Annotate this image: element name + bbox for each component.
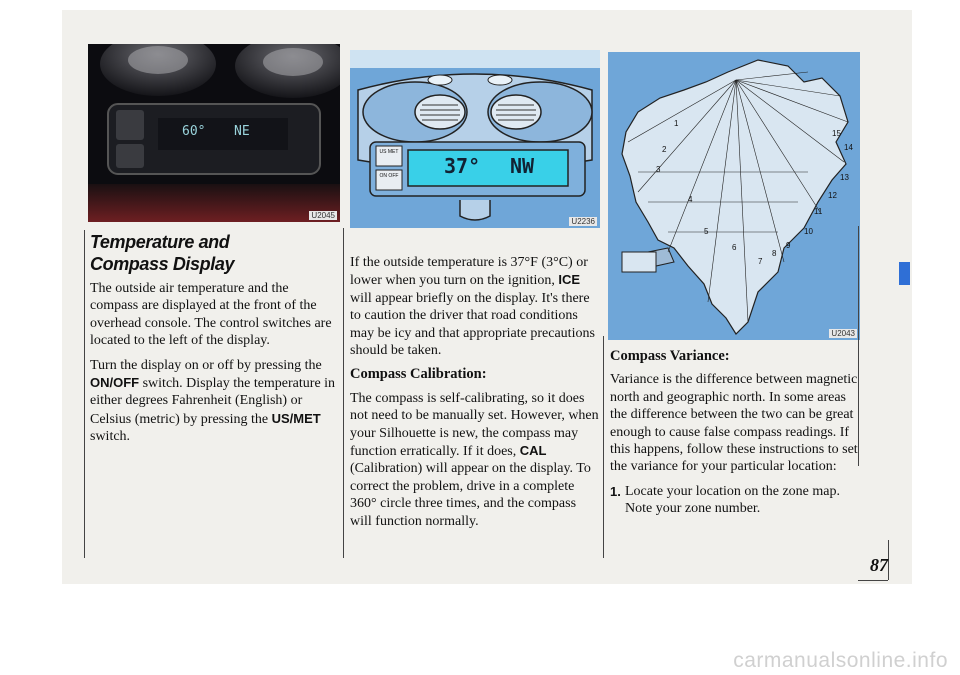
display-direction-text: NE [234, 124, 250, 139]
zone-label: 14 [844, 143, 853, 152]
column-2 [350, 254, 600, 537]
text-span: (Calibration) will appear on the display. To correct the problem, drive in a complete 360° circle three times, and the compass will function normally. [350, 461, 591, 529]
switch-name: ON/OFF [90, 375, 140, 391]
zone-label: 11 [814, 207, 823, 216]
switch-name: US/MET [271, 410, 321, 426]
overhead-console-icon [350, 50, 600, 228]
zone-label: 3 [656, 165, 661, 174]
column-rule [603, 336, 604, 558]
paragraph [350, 390, 600, 530]
console-photo-icon [88, 44, 340, 222]
zone-label: 8 [772, 249, 777, 258]
paragraph: The outside air temperature and the compass are displayed at the front of the overhead console. The control switches are located to the left of the display. [90, 281, 332, 349]
step-item [610, 483, 860, 518]
watermark: carmanualsonline.info [733, 649, 948, 672]
subheading: Compass Variance: [610, 348, 730, 364]
paragraph: Variance is the difference between magnetic north and geographic north. In some areas the difference between the two can be great enough to cause false compass readings. If this happens, follow these instructions to set the variance for your particular location: [610, 372, 858, 475]
usmet-button-label: US MET [379, 149, 399, 155]
text-span: will appear briefly on the display. It's there to caution the driver that road conditions may be icy and that appropriate precautions should be taken. [350, 290, 595, 359]
display-temp-text: 37° [444, 154, 481, 178]
zone-label: 4 [688, 195, 693, 204]
text-span: switch. Display the temperature in either degrees Fahrenheit (English) or Celsius (metric) by pressing the [90, 376, 336, 427]
image-code: U2236 [571, 217, 595, 226]
column-rule [84, 230, 85, 558]
zone-label: 9 [786, 241, 791, 250]
subheading: Compass Calibration: [350, 366, 487, 383]
zone-label: 15 [832, 129, 841, 138]
image-code: U2043 [831, 329, 855, 338]
text-span: If the outside temperature is 37°F (3°C) or lower when you turn on the ignition, [350, 255, 588, 289]
display-word: ICE [558, 272, 581, 288]
paragraph [90, 357, 338, 446]
step-number: 1. [610, 483, 621, 499]
image-code: U2045 [311, 211, 335, 220]
column-1 [90, 280, 338, 453]
section-tab [899, 262, 910, 285]
zone-label: 10 [804, 227, 813, 236]
paragraph [350, 254, 600, 359]
console-photo [88, 44, 340, 222]
zone-label: 6 [732, 243, 737, 252]
zone-label: 2 [662, 145, 667, 154]
text-span: Turn the display on or off by pressing the [90, 357, 322, 373]
display-temp-text: 60° [182, 124, 206, 139]
text-span: switch. [90, 429, 131, 445]
overhead-console-drawing [350, 50, 600, 228]
section-heading: Temperature and Compass Display [90, 232, 235, 274]
zone-map [608, 52, 860, 340]
onoff-button-label: ON OFF [379, 173, 399, 179]
zone-label: 13 [840, 173, 849, 182]
zone-label: 12 [828, 191, 837, 200]
display-direction-text: NW [510, 154, 535, 178]
zone-label: 1 [674, 119, 679, 128]
page-number: 87 [870, 555, 888, 575]
column-rule [343, 228, 344, 558]
page-rule [888, 540, 889, 580]
display-word: CAL [519, 443, 547, 459]
zone-map-icon [608, 52, 860, 340]
step-text: Locate your location on the zone map. Note your zone number. [625, 483, 840, 517]
page-rule [858, 580, 888, 581]
text-span: The compass is self-calibrating, so it does not need to be manually set. However, when your Silhouette is new, the compass may function erratically. If it does, [350, 390, 599, 460]
zone-label: 7 [758, 257, 763, 266]
zone-label: 5 [704, 227, 709, 236]
column-3 [610, 348, 860, 518]
